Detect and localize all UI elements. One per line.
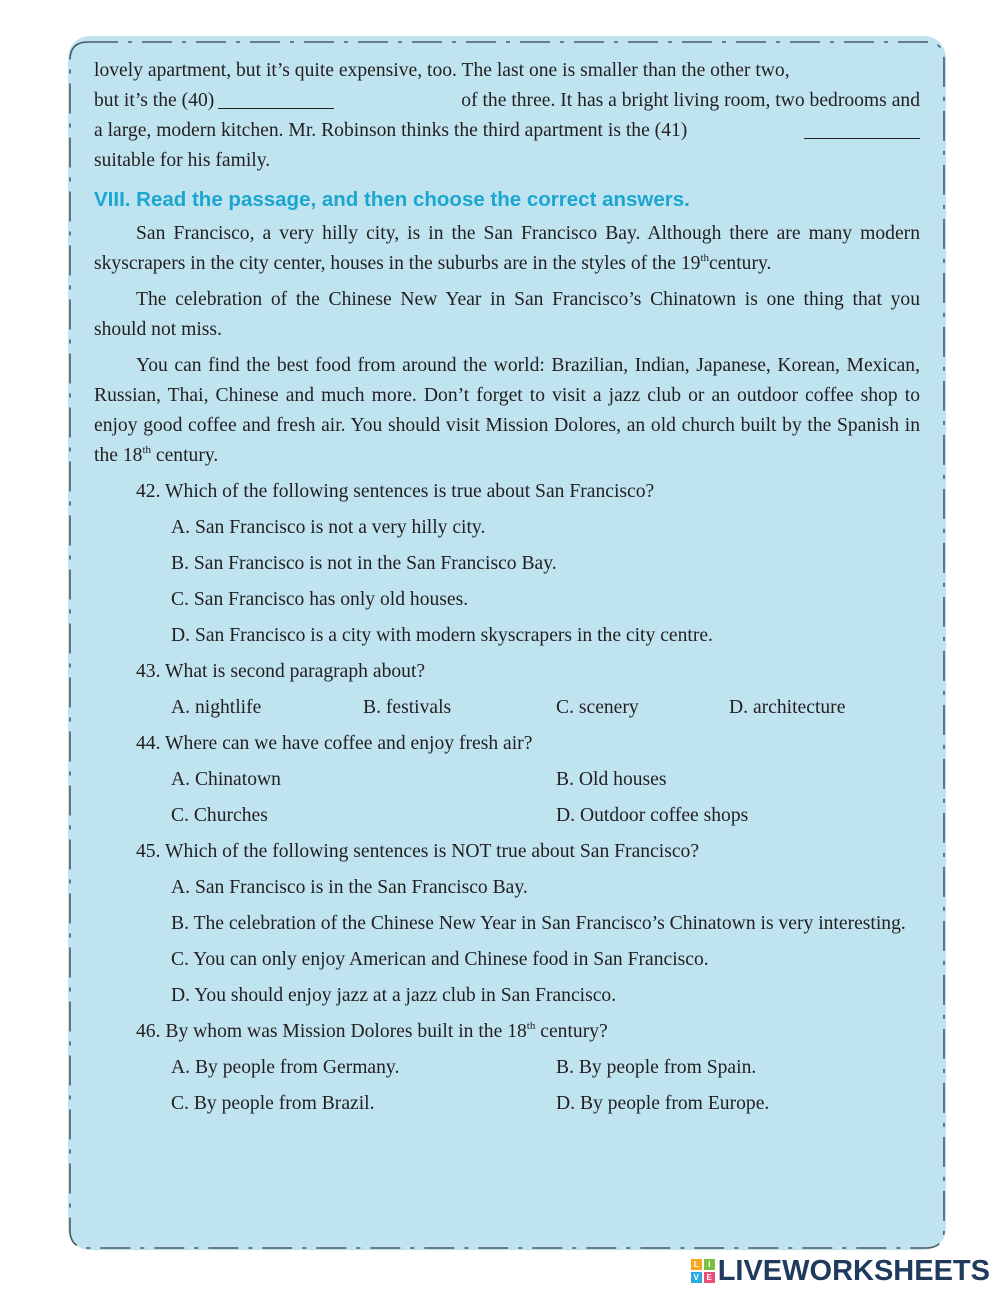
- passage-top-line-2: [94, 86, 920, 116]
- logo-block: E: [704, 1272, 715, 1283]
- option-45-c[interactable]: C. You can only enjoy American and Chinese food in San Francisco.: [171, 949, 709, 970]
- options-44-row-1: [171, 765, 920, 795]
- option-46-b[interactable]: B. By people from Spain.: [556, 1057, 757, 1078]
- question-42: 42. Which of the following sentences is true about San Francisco?: [136, 481, 655, 502]
- options-44-row-2: [171, 801, 920, 831]
- logo-text: LIVEWORKSHEETS: [717, 1254, 990, 1287]
- blank-40[interactable]: [218, 86, 334, 109]
- option-46-d[interactable]: D. By people from Europe.: [556, 1093, 770, 1114]
- question-45: 45. Which of the following sentences is NOT true about San Francisco?: [136, 841, 700, 862]
- options-46-row-1: [171, 1053, 920, 1083]
- option-43-c[interactable]: C. scenery: [556, 697, 639, 718]
- option-42-c[interactable]: C. San Francisco has only old houses.: [171, 589, 469, 610]
- passage-top-text: of the three. It has a bright living room, two bedrooms and: [461, 90, 920, 111]
- blank-41[interactable]: [804, 116, 920, 139]
- passage-top-text: a large, modern kitchen. Mr. Robinson thinks the third apartment is the (41): [94, 120, 688, 141]
- section-heading: VIII. Read the passage, and then choose the correct answers.: [94, 188, 690, 211]
- question-44: 44. Where can we have coffee and enjoy fresh air?: [136, 733, 533, 754]
- option-43-d[interactable]: D. architecture: [729, 697, 846, 718]
- option-43-b[interactable]: B. festivals: [363, 697, 452, 718]
- passage-paragraph-1: San Francisco, a very hilly city, is in the San Francisco Bay. Although there are many modern skyscrapers in the city center, houses in the suburbs are in the styles of the 19thcentury.: [94, 223, 920, 274]
- liveworksheets-logo[interactable]: [691, 1256, 990, 1286]
- option-45-a[interactable]: A. San Francisco is in the San Francisco Bay.: [171, 877, 528, 898]
- logo-blocks-icon: [691, 1259, 715, 1283]
- option-46-a[interactable]: A. By people from Germany.: [171, 1057, 400, 1078]
- passage-top-text: but it’s the (40): [94, 90, 215, 111]
- option-42-d[interactable]: D. San Francisco is a city with modern skyscrapers in the city centre.: [171, 625, 713, 646]
- options-43: [171, 693, 920, 723]
- option-45-b[interactable]: B. The celebration of the Chinese New Year in San Francisco’s Chinatown is very interesting.: [171, 913, 906, 934]
- logo-block: V: [691, 1272, 702, 1283]
- option-44-a[interactable]: A. Chinatown: [171, 769, 281, 790]
- option-42-b[interactable]: B. San Francisco is not in the San Francisco Bay.: [171, 553, 557, 574]
- passage-paragraph-2: The celebration of the Chinese New Year in San Francisco’s Chinatown is one thing that you should not miss.: [94, 289, 920, 340]
- option-44-c[interactable]: C. Churches: [171, 805, 268, 826]
- question-43: 43. What is second paragraph about?: [136, 661, 426, 682]
- passage-top-line-3: [94, 116, 920, 146]
- option-44-b[interactable]: B. Old houses: [556, 769, 667, 790]
- worksheet-content: [94, 56, 920, 1119]
- question-46: 46. By whom was Mission Dolores built in the 18th century?: [136, 1020, 608, 1042]
- option-45-d[interactable]: D. You should enjoy jazz at a jazz club in San Francisco.: [171, 985, 617, 1006]
- logo-block: L: [691, 1259, 702, 1270]
- option-43-a[interactable]: A. nightlife: [171, 697, 262, 718]
- option-46-c[interactable]: C. By people from Brazil.: [171, 1093, 375, 1114]
- logo-block: I: [704, 1259, 715, 1270]
- passage-top-line-4: suitable for his family.: [94, 150, 271, 171]
- options-46-row-2: [171, 1089, 920, 1119]
- passage-top-line-1: lovely apartment, but it’s quite expensive, too. The last one is smaller than the other two,: [94, 60, 790, 81]
- option-42-a[interactable]: A. San Francisco is not a very hilly city.: [171, 517, 486, 538]
- option-44-d[interactable]: D. Outdoor coffee shops: [556, 805, 749, 826]
- passage-paragraph-3: You can find the best food from around the world: Brazilian, Indian, Japanese, Korean, Mexican, Russian, Thai, Chinese and much more. Don’t forget to visit a jazz club or an outdoor coffee shop to enjoy good coffee and fresh air. You should visit Mission Dolores, an old church built by the Spanish in the 18th century.: [94, 355, 920, 466]
